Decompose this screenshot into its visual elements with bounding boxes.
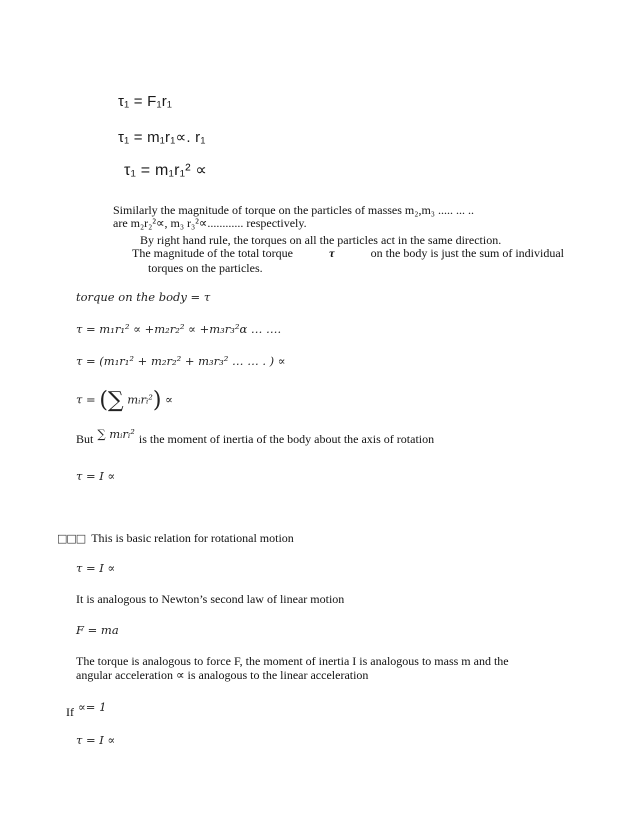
but-text: is the moment of inertia of the body about the axis of rotation: [138, 432, 435, 446]
but-sum-symbol: ∑ mᵢrᵢ²: [97, 427, 135, 441]
eq4-term: mᵢrᵢ²: [127, 392, 153, 407]
equation-torque-force: τ₁ = F₁r₁: [118, 93, 173, 110]
paragraph-line-3: By right hand rule, the torques on all the particles act in the same direction.: [140, 233, 502, 247]
if-expression: ∝= 1: [78, 700, 107, 714]
paragraph-line-1: Similarly the magnitude of torque on the particles of masses m₂,m₃ ..... ... ..: [113, 203, 474, 217]
eq4-right: ∝: [165, 392, 173, 407]
right-paren: ): [152, 388, 162, 413]
equation-torque-on-body: torque on the body = τ: [76, 290, 211, 304]
basic-relation-line: [57, 531, 294, 545]
but-line: [76, 427, 435, 446]
paragraph-line-4b: on the body is just the sum of individual: [370, 246, 564, 260]
analogy-line-1: The torque is analogous to force F, the moment of inertia I is analogous to mass m and the: [76, 654, 509, 668]
paragraph-line-4a: The magnitude of the total torque: [132, 246, 293, 260]
paragraph-line-2: are m₂r₂²∝, m₃ r₃²∝............ respectively.: [113, 216, 307, 230]
equation-torque-inertia-3: τ = I ∝: [76, 733, 116, 747]
equation-torque-sigma: [76, 388, 173, 413]
eq4-left: τ =: [76, 392, 96, 407]
newton-analogy-text: It is analogous to Newton’s second law of linear motion: [76, 592, 345, 606]
sigma-symbol: ∑: [107, 388, 124, 413]
paragraph-line-5: torques on the particles.: [148, 261, 263, 275]
paragraph-line-4: [132, 246, 564, 260]
equation-torque-sum-expanded: τ = m₁r₁² ∝ +m₂r₂² ∝ +m₃r₃²α … ….: [76, 322, 282, 336]
equation-torque-inertia-1: τ = I ∝: [76, 469, 116, 483]
but-word: But: [76, 432, 94, 446]
analogy-line-2: angular acceleration ∝ is analogous to the linear acceleration: [76, 668, 369, 682]
equation-torque-factored: τ = (m₁r₁² + m₂r₂² + m₃r₃² … … . ) ∝: [76, 354, 286, 368]
torque-symbol: τ: [329, 246, 335, 260]
if-word: If: [66, 705, 74, 719]
equation-torque-inertia-2: τ = I ∝: [76, 561, 116, 575]
missing-glyph-boxes: □□□: [57, 531, 86, 545]
equation-torque-mass-accel: τ₁ = m₁r₁∝. r₁: [118, 129, 206, 146]
left-paren: (: [99, 388, 108, 413]
equation-torque-moment: τ₁ = m₁r₁² ∝: [124, 162, 208, 179]
equation-newton-second-law: F = ma: [76, 623, 119, 637]
basic-relation-text: This is basic relation for rotational motion: [91, 531, 294, 545]
if-line: [66, 700, 107, 719]
